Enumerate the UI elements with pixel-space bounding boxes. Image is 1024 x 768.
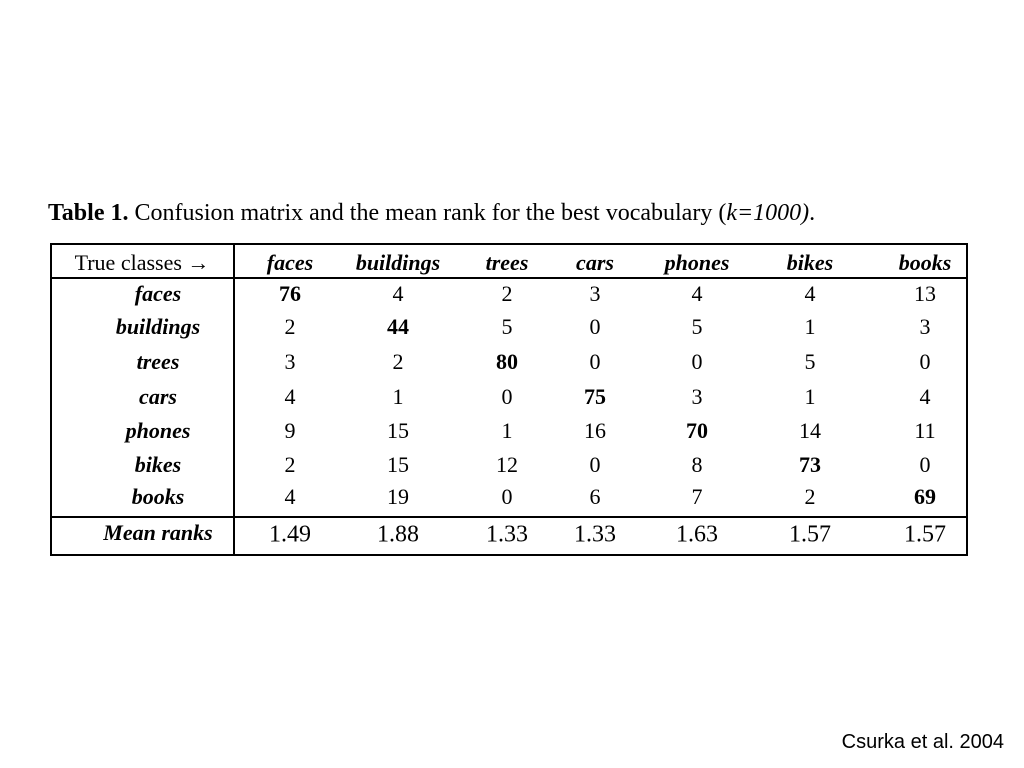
mean-ranks-label: Mean ranks [103, 520, 213, 545]
table-cell: 8 [691, 452, 703, 477]
caption-end: . [809, 200, 816, 226]
column-header: bikes [786, 250, 834, 275]
caption-text: Confusion matrix and the mean rank for the best vocabulary ( [134, 200, 727, 226]
table-cell: 19 [387, 484, 409, 509]
header-divider [52, 277, 966, 279]
table-cell: 5 [691, 314, 703, 339]
table-cell: 1 [501, 418, 513, 443]
table-cell: 2 [501, 281, 513, 306]
table-cell: 3 [589, 281, 601, 306]
diagonal-cell: 80 [496, 349, 518, 374]
table-cell: 2 [284, 314, 296, 339]
table-cell: 5 [501, 314, 513, 339]
caption-param: k=1000) [726, 200, 810, 226]
table-cell: 4 [804, 281, 816, 306]
table-cell: 4 [919, 384, 931, 409]
confusion-matrix-table [50, 243, 968, 556]
table-cell: 0 [501, 484, 513, 509]
table-cell: 11 [914, 418, 936, 443]
table-cell: 2 [284, 452, 296, 477]
table-cell: 15 [387, 452, 409, 477]
table-cell: 14 [799, 418, 821, 443]
column-header: phones [664, 250, 730, 275]
caption-label: Table 1. [48, 200, 129, 226]
table-cell: 1 [392, 384, 404, 409]
diagonal-cell: 44 [387, 314, 409, 339]
table-cell: 3 [691, 384, 703, 409]
diagonal-cell: 69 [914, 484, 936, 509]
mean-rank-cell: 1.88 [377, 521, 419, 548]
column-divider [233, 245, 235, 554]
table-cell: 5 [804, 349, 816, 374]
diagonal-cell: 70 [686, 418, 708, 443]
table-cell: 3 [919, 314, 931, 339]
table-cell: 1 [804, 314, 816, 339]
mean-rank-cell: 1.57 [789, 521, 831, 548]
column-header: cars [576, 250, 614, 275]
table-cell: 15 [387, 418, 409, 443]
citation: Csurka et al. 2004 [841, 731, 1004, 753]
table-cell: 0 [919, 452, 931, 477]
row-label: buildings [115, 314, 201, 339]
table-cell: 12 [496, 452, 518, 477]
table-cell: 0 [589, 349, 601, 374]
table-cell: 13 [914, 281, 936, 306]
table-cell: 7 [691, 484, 703, 509]
row-label: phones [125, 418, 191, 443]
table-cell: 4 [691, 281, 703, 306]
corner-label: True classes → [74, 250, 210, 275]
table-caption [48, 200, 815, 227]
row-label: trees [136, 349, 180, 374]
mean-rank-cell: 1.57 [904, 521, 946, 548]
mean-rank-cell: 1.33 [486, 521, 528, 548]
table-cell: 4 [392, 281, 404, 306]
table-cell: 1 [804, 384, 816, 409]
mean-divider [52, 516, 966, 518]
table-cell: 0 [589, 452, 601, 477]
table-cell: 0 [501, 384, 513, 409]
row-label: cars [139, 384, 177, 409]
table-cell: 3 [284, 349, 296, 374]
table-cell: 0 [919, 349, 931, 374]
row-label: books [131, 484, 185, 509]
diagonal-cell: 75 [584, 384, 606, 409]
column-header: buildings [355, 250, 441, 275]
table-cell: 2 [804, 484, 816, 509]
column-header: trees [485, 250, 529, 275]
column-header: faces [266, 250, 314, 275]
column-header: books [898, 250, 952, 275]
table-cell: 9 [284, 418, 296, 443]
row-label: faces [134, 281, 182, 306]
table-cell: 0 [589, 314, 601, 339]
diagonal-cell: 73 [799, 452, 821, 477]
diagonal-cell: 76 [279, 281, 301, 306]
mean-rank-cell: 1.63 [676, 521, 718, 548]
table-cell: 0 [691, 349, 703, 374]
row-label: bikes [134, 452, 182, 477]
table-cell: 2 [392, 349, 404, 374]
mean-rank-cell: 1.33 [574, 521, 616, 548]
table-cell: 6 [589, 484, 601, 509]
mean-rank-cell: 1.49 [269, 521, 311, 548]
table-cell: 4 [284, 384, 296, 409]
table-cell: 16 [584, 418, 606, 443]
table-cell: 4 [284, 484, 296, 509]
